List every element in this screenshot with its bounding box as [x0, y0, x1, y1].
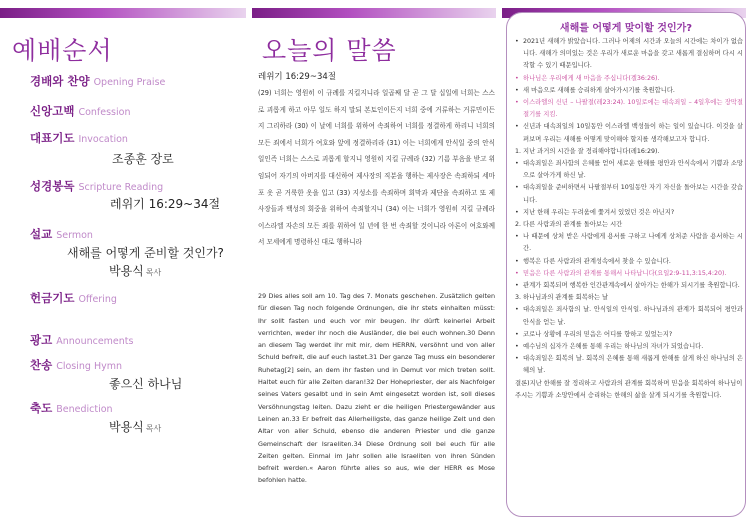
item-label: 신앙고백 — [30, 104, 75, 118]
section-heading: 1. 지난 과거의 시간을 잘 정리해야합니다(레16:29). — [515, 147, 660, 155]
worship-item-sermon — [30, 226, 93, 242]
item-label-en: Scripture Reading — [78, 182, 164, 193]
bullet-item: • 대속죄일은 회복의 날. 회복의 은혜를 통해 새롭게 한해를 살게 하신 하나님의 은혜의 날. — [513, 353, 743, 377]
bullet-item: • 신년과 대속죄일의 10일동안 이스라엘 백성들이 하는 일이 있습니다. 이것을 살펴보며 우리는 새해를 어떻게 맞이해야 할지를 생각해보고자 합니다. — [513, 121, 743, 145]
pastor-name: 박용식 — [109, 420, 144, 434]
item-label: 성경봉독 — [30, 179, 75, 193]
bullet-item: • 예수님의 십자가 은혜를 통해 우리는 하나님의 자녀가 되었습니다. — [513, 341, 743, 353]
bullet-item: • 관계가 회복되며 행복한 인간관계속에서 살아가는 한해가 되시기를 축원합니다. — [513, 280, 743, 292]
preacher-name: 박용식 — [109, 264, 144, 278]
invocation-leader: 조종훈 장로 — [112, 152, 174, 166]
worship-item-offering — [30, 290, 117, 306]
sermon-notes-title: 새해를 어떻게 맞이할 것인가? — [559, 23, 693, 34]
item-label: 축도 — [30, 401, 53, 415]
bullet-item: • 새 마음으로 새해를 승리하게 살아가시기를 축원합니다. — [513, 85, 743, 97]
sermon-notes-panel — [500, 0, 750, 519]
worship-item-scripture — [30, 178, 163, 194]
item-label: 헌금기도 — [30, 291, 75, 305]
worship-item-benediction — [30, 400, 113, 416]
item-label-en: Invocation — [78, 134, 128, 145]
worship-item-announcements — [30, 332, 133, 348]
item-label-en: Sermon — [56, 230, 93, 241]
bullet-item: • 이스라엘의 신년 – 나팔절(레23:24). 10일로에는 대속죄일 – 4일후에는 장막절 절기를 지킴. — [513, 97, 743, 121]
bullet-item: • 지난 한해 우리는 두려움에 쫓겨서 있었던 것은 아닌지? — [513, 207, 743, 219]
worship-item-invocation — [30, 130, 128, 146]
section-heading: 결론)지난 한해를 잘 정리하고 사람과의 관계를 회복하며 믿음을 회복하여 하나님이 주시는 기쁨과 소망안에서 승리하는 한해의 삶을 살게 되시기를 축원합니다. — [515, 379, 743, 399]
item-label: 설교 — [30, 227, 53, 241]
item-label-en: Confession — [78, 107, 131, 118]
item-label-en: Benediction — [56, 404, 113, 415]
sermon-title: 새해를 어떻게 준비할 것인가? — [67, 246, 224, 260]
scripture-panel-title: 오늘의 말씀 — [262, 36, 397, 65]
sermon-notes-box — [506, 12, 746, 517]
scripture-reference-heading: 레위기 16:29~34절 — [258, 72, 336, 82]
item-label-en: Opening Praise — [93, 77, 166, 88]
item-label: 찬송 — [30, 358, 53, 372]
bullet-item: • 믿음은 다른 사람과의 관계를 통해서 나타납니다(요일2:9-11,3:15,4:20). — [513, 268, 743, 280]
item-label-en: Announcements — [56, 336, 134, 347]
order-of-worship-panel — [0, 0, 250, 519]
order-of-worship-title: 예배순서 — [12, 36, 113, 65]
bullet-item: • 하나님은 우리에게 새 마음을 주십니다(겔36:26). — [513, 73, 743, 85]
benediction-pastor — [109, 418, 161, 435]
item-label: 대표기도 — [30, 131, 75, 145]
section-heading: 3. 하나님과의 관계를 회복하는 날 — [515, 294, 609, 302]
section-heading: 2. 다른 사람과의 관계를 돌아보는 시간 — [515, 221, 623, 229]
scripture-german-text: 29 Dies alles soll am 10. Tag des 7. Monats geschehen. Zusätzlich gelten für diesen Tag noch folgende Ordnungen, die ihr stets einhalten müsst: Ihr sollt fasten und euch vor mir beugen. Ihr dürft keinerlei Arbeit verrichten, weder ihr noch die Ausländer, die bei euch wohnen.30 Denn an diesem Tag werdet ihr mit mir, dem HERRN, versöhnt und von aller Schuld befreit, die auf euch lastet.31 Der ganze Tag muss ein besonderer Ruhetag[2] sein, an dem ihr fasten und in Demut vor mich treten sollt. Haltet euch für alle Zeiten daran!32 Der Hohepriester, der als Nachfolger seines Vaters gesalbt und in sein Amt eingesetzt worden ist, soll dieses Versöhnungstag leiten. Dazu zieht er die heiligen Priestergewänder aus Leinen an.33 Er befreit das Allerheiligste, das ganze heilige Zelt und den Altar von aller Schuld, ebenso die anderen Priester und die ganze Gemeinschaft der Israeliten.34 Diese Ordnung soll bei euch für alle Zeiten gelten. Einmal im Jahr sollen alle Israeliten von ihren Sünden befreit werden.« Aaron führte alles so aus, wie der HERR es Mose befohlen hatte. — [258, 292, 495, 485]
hymn-title: 좋으신 하나님 — [109, 377, 183, 391]
bullet-item: • 대속죄일은 죄사함의 날. 안식일의 안식일. 하나님과의 관계가 회복되어 평안과 안식을 얻는 날. — [513, 304, 743, 328]
sermon-notes-list — [513, 36, 743, 402]
worship-item-confession — [30, 103, 130, 119]
sermon-preacher — [109, 262, 161, 279]
item-label: 경배와 찬양 — [30, 74, 90, 88]
bullet-item: • 행복은 다른 사람과의 관계성속에서 찾을 수 있습니다. — [513, 256, 743, 268]
scripture-korean-text: (29) 너희는 영원히 이 규례를 지킬지니라 일곱째 달 곧 그 달 십일에 너희는 스스로 괴롭게 하고 아무 일도 하지 말되 본토인이든지 너희 중에 거류하는 거류민이든지 그리하라 (30) 이 날에 너희를 위하여 속죄하여 너희를 정결하게 하리니 너희의 모든 죄에서 너희가 여호와 앞에 정결하리라 (31) 이는 너희에게 안식일 중의 안식일인즉 너희는 스스로 괴롭게 할지니 영원히 지킬 규례라 (32) 기름 부음을 받고 위임되어 자기의 아버지를 대신하여 제사장의 직분을 행하는 제사장은 속죄하되 세마포 옷 곧 거룩한 옷을 입고 (33) 지성소를 속죄하며 회막과 제단을 속죄하고 또 제사장들과 백성의 회중을 위하여 속죄할지니 (34) 이는 너희가 영원히 지킬 규례라 이스라엘 자손의 모든 죄를 위하여 일 년에 한 번 속죄할 것이니라 아론이 여호와께서 모세에게 명령하신 대로 행하니라 — [258, 89, 495, 247]
bullet-item: • 2021년 새해가 밝았습니다. 그러나 어제의 시간과 오늘의 시간에는 차이가 없습니다. 새해가 의미있는 것은 우리가 새로운 마음을 갖고 새롭게 결심하며 다시 시작할 수 있기 때문입니다. — [513, 36, 743, 73]
scripture-reference: 레위기 16:29~34절 — [110, 197, 221, 211]
scripture-panel — [250, 0, 500, 519]
pastor-title: 목사 — [145, 424, 162, 433]
bullet-item: • 대속죄일을 준비하면서 나팔절부터 10일동안 자기 자신을 돌아보는 시간을 갖습니다. — [513, 182, 743, 206]
worship-item-closing-hymn — [30, 357, 122, 373]
bullet-item: • 코로나 상황에 우리의 믿음은 어디를 향하고 있었는지? — [513, 329, 743, 341]
item-label: 광고 — [30, 333, 53, 347]
item-label-en: Closing Hymn — [56, 361, 123, 372]
item-label-en: Offering — [78, 294, 117, 305]
preacher-title: 목사 — [145, 268, 162, 277]
worship-item-opening-praise — [30, 73, 165, 89]
bullet-item: • 대속죄일은 죄사함의 은혜를 얻어 새로운 한해를 평안과 안식속에서 기쁨과 소망으로 살아가게 하신 날. — [513, 158, 743, 182]
bullet-item: • 나 때문에 상처 받은 사람에게 용서를 구하고 나에게 상처준 사람을 용서하는 시간. — [513, 231, 743, 255]
